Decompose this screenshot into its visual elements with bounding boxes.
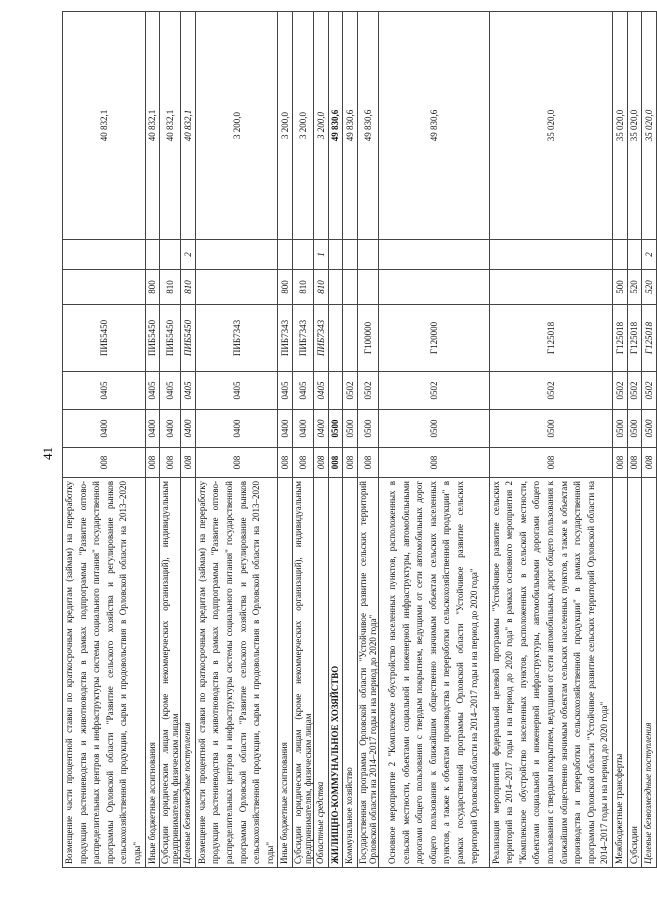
subsection-code: 0405 [195, 372, 278, 410]
target-article: ПИБ5450 [160, 305, 181, 372]
subsection-code: 0405 [313, 372, 328, 410]
subsection-code: 0502 [378, 372, 489, 410]
department-code: 008 [357, 448, 378, 478]
row-description: Межбюджетные трансферты [613, 478, 628, 868]
section-code: 0400 [195, 410, 278, 448]
expense-type: 800 [145, 270, 160, 305]
target-article: Г125018 [613, 305, 628, 372]
expense-type [357, 270, 378, 305]
expense-type: 810 [313, 270, 328, 305]
expense-type: 810 [292, 270, 313, 305]
expense-type: 500 [613, 270, 628, 305]
funding-source [160, 240, 181, 270]
row-description: Областные средства [313, 478, 328, 868]
department-code: 008 [613, 448, 628, 478]
target-article: Г125018 [642, 305, 657, 372]
expense-type: 810 [160, 270, 181, 305]
subsection-code: 0502 [613, 372, 628, 410]
department-code: 008 [627, 448, 642, 478]
funding-source [145, 240, 160, 270]
table-row [489, 12, 612, 868]
expense-type [63, 270, 146, 305]
amount: 35 020,0 [627, 12, 642, 240]
amount: 49 830,6 [357, 12, 378, 240]
expense-type: 810 [181, 270, 196, 305]
row-description: Коммунальное хозяйство [343, 478, 358, 868]
table-row [627, 12, 642, 868]
department-code: 008 [195, 448, 278, 478]
table-row [63, 12, 146, 868]
subsection-code: 0405 [63, 372, 146, 410]
target-article: Г125018 [627, 305, 642, 372]
section-code: 0500 [489, 410, 612, 448]
department-code: 008 [181, 448, 196, 478]
amount: 35 020,0 [489, 12, 612, 240]
section-code: 0500 [357, 410, 378, 448]
row-description: Возмещение части процентной ставки по краткосрочным кредитам (займам) на переработку продукции растениеводства и животноводства в рамках подпрограммы "Развитие оптово-распределительных центров и инфраструктуры системы социального питания" государственной программы Орловской области "Развитие сельского хозяйства и регулирование рынков сельскохозяйственной продукции, сырья и продовольствия в Орловской области на 2013–2020 годы" [63, 478, 146, 868]
target-article: Г120000 [378, 305, 489, 372]
section-code: 0500 [343, 410, 358, 448]
target-article: ПИБ5450 [145, 305, 160, 372]
expense-type [195, 270, 278, 305]
table-row [613, 12, 628, 868]
row-description: Субсидии юридическим лицам (кроме некоммерческих организаций), индивидуальным предпринимателям, физическим лицам [292, 478, 313, 868]
expense-type: 520 [642, 270, 657, 305]
row-description: Возмещение части процентной ставки по краткосрочным кредитам (займам) на переработку продукции растениеводства и животноводства в рамках подпрограммы "Развитие оптово-распределительных центров и инфраструктуры системы социального питания" государственной программы Орловской области "Развитие сельского хозяйства и регулирование рынков сельскохозяйственной продукции, сырья и продовольствия в Орловской области на 2013–2020 годы" [195, 478, 278, 868]
department-code: 008 [63, 448, 146, 478]
expense-type: 800 [278, 270, 293, 305]
subsection-code: 0502 [489, 372, 612, 410]
funding-source: 2 [181, 240, 196, 270]
section-code: 0400 [160, 410, 181, 448]
row-description: Целевые безвозмездные поступления [642, 478, 657, 868]
row-description: Целевые безвозмездные поступления [181, 478, 196, 868]
section-code: 0400 [181, 410, 196, 448]
row-description: ЖИЛИЩНО-КОММУНАЛЬНОЕ ХОЗЯЙСТВО [328, 478, 343, 868]
amount: 3 200,0 [313, 12, 328, 240]
target-article: ПИБ7343 [195, 305, 278, 372]
table-row [642, 12, 657, 868]
funding-source [378, 240, 489, 270]
expense-type [489, 270, 612, 305]
amount: 40 832,1 [63, 12, 146, 240]
target-article: ПИБ5450 [63, 305, 146, 372]
section-code: 0500 [613, 410, 628, 448]
section-code: 0500 [378, 410, 489, 448]
row-description: Реализация мероприятий федеральной целевой программы "Устойчивое развитие сельских территорий на 2014–2017 годы и на период до 2020 года" в рамках основного мероприятия 2 "Комплексное обустройство населенных пунктов, расположенных в сельской местности, объектами социальной и инженерной инфраструктуры, автомобильными дорогами общего пользования с твердым покрытием, ведущими от сети автомобильных дорог общего пользования к ближайшим общественно значимым объектам сельских населенных пунктов, а также к объектам производства и переработки сельскохозяйственной продукции" в рамках государственной программы Орловской области "Устойчивое развитие сельских территорий Орловской области на 2014–2017 годы и на период до 2020 года" [489, 478, 612, 868]
table-row [278, 12, 293, 868]
table-row [145, 12, 160, 868]
budget-table [62, 11, 657, 868]
department-code: 008 [328, 448, 343, 478]
funding-source [292, 240, 313, 270]
table-row [378, 12, 489, 868]
table-row [195, 12, 278, 868]
department-code: 008 [378, 448, 489, 478]
row-description: Иные бюджетные ассигнования [278, 478, 293, 868]
amount: 49 830,6 [378, 12, 489, 240]
target-article [328, 305, 343, 372]
funding-source [357, 240, 378, 270]
row-description: Субсидии юридическим лицам (кроме некоммерческих организаций), индивидуальным предпринимателям, физическим лицам [160, 478, 181, 868]
expense-type [328, 270, 343, 305]
department-code: 008 [313, 448, 328, 478]
row-description: Государственная программа Орловской области "Устойчивое развитие сельских территорий Орловской области на 2014–2017 годы и на период до 2020 года" [357, 478, 378, 868]
department-code: 008 [642, 448, 657, 478]
subsection-code: 0502 [343, 372, 358, 410]
section-code: 0400 [292, 410, 313, 448]
funding-source [343, 240, 358, 270]
funding-source [63, 240, 146, 270]
department-code: 008 [292, 448, 313, 478]
table-row [292, 12, 313, 868]
target-article: ПИБ7343 [313, 305, 328, 372]
target-article: ПИБ7343 [292, 305, 313, 372]
amount: 3 200,0 [195, 12, 278, 240]
subsection-code [328, 372, 343, 410]
subsection-code: 0405 [278, 372, 293, 410]
subsection-code: 0405 [292, 372, 313, 410]
row-description: Основное мероприятие 2 "Комплексное обустройство населенных пунктов, расположенных в сельской местности, объектами социальной и инженерной инфраструктуры, автомобильными дорогами общего пользования с твердым покрытием, ведущими от сети автомобильных дорог общего пользования к ближайшим общественно значимым объектам сельских населенных пунктов, а также к объектам производства и переработки сельскохозяйственной продукции" в рамках государственной программы Орловской области "Устойчивое развитие сельских территорий Орловской области на 2014–2017 годы и на период до 2020 года" [378, 478, 489, 868]
funding-source [195, 240, 278, 270]
subsection-code: 0502 [642, 372, 657, 410]
table-row [343, 12, 358, 868]
row-description: Субсидии [627, 478, 642, 868]
amount: 35 020,0 [642, 12, 657, 240]
target-article: Г125018 [489, 305, 612, 372]
subsection-code: 0502 [357, 372, 378, 410]
department-code: 008 [160, 448, 181, 478]
department-code: 008 [489, 448, 612, 478]
expense-type: 520 [627, 270, 642, 305]
target-article: ПИБ7343 [278, 305, 293, 372]
department-code: 008 [145, 448, 160, 478]
page-number: 41 [40, 447, 55, 460]
target-article [343, 305, 358, 372]
amount: 49 830,6 [343, 12, 358, 240]
funding-source [627, 240, 642, 270]
department-code: 008 [343, 448, 358, 478]
amount: 40 832,1 [145, 12, 160, 240]
amount: 3 200,0 [292, 12, 313, 240]
row-description: Иные бюджетные ассигнования [145, 478, 160, 868]
section-code: 0400 [278, 410, 293, 448]
amount: 40 832,1 [181, 12, 196, 240]
expense-type [378, 270, 489, 305]
target-article: ПИБ5450 [181, 305, 196, 372]
amount: 40 832,1 [160, 12, 181, 240]
funding-source [328, 240, 343, 270]
amount: 3 200,0 [278, 12, 293, 240]
table-row [160, 12, 181, 868]
section-code: 0400 [145, 410, 160, 448]
section-code: 0500 [642, 410, 657, 448]
table-row [328, 12, 343, 868]
target-article: Г100000 [357, 305, 378, 372]
table-row [357, 12, 378, 868]
funding-source [278, 240, 293, 270]
subsection-code: 0405 [145, 372, 160, 410]
amount: 49 830,6 [328, 12, 343, 240]
section-code: 0400 [63, 410, 146, 448]
funding-source [613, 240, 628, 270]
subsection-code: 0502 [627, 372, 642, 410]
section-code: 0400 [313, 410, 328, 448]
department-code: 008 [278, 448, 293, 478]
funding-source [489, 240, 612, 270]
table-row [313, 12, 328, 868]
subsection-code: 0405 [160, 372, 181, 410]
section-code: 0500 [328, 410, 343, 448]
funding-source: 2 [642, 240, 657, 270]
expense-type [343, 270, 358, 305]
funding-source: 1 [313, 240, 328, 270]
subsection-code: 0405 [181, 372, 196, 410]
table-row [181, 12, 196, 868]
section-code: 0500 [627, 410, 642, 448]
amount: 35 020,0 [613, 12, 628, 240]
